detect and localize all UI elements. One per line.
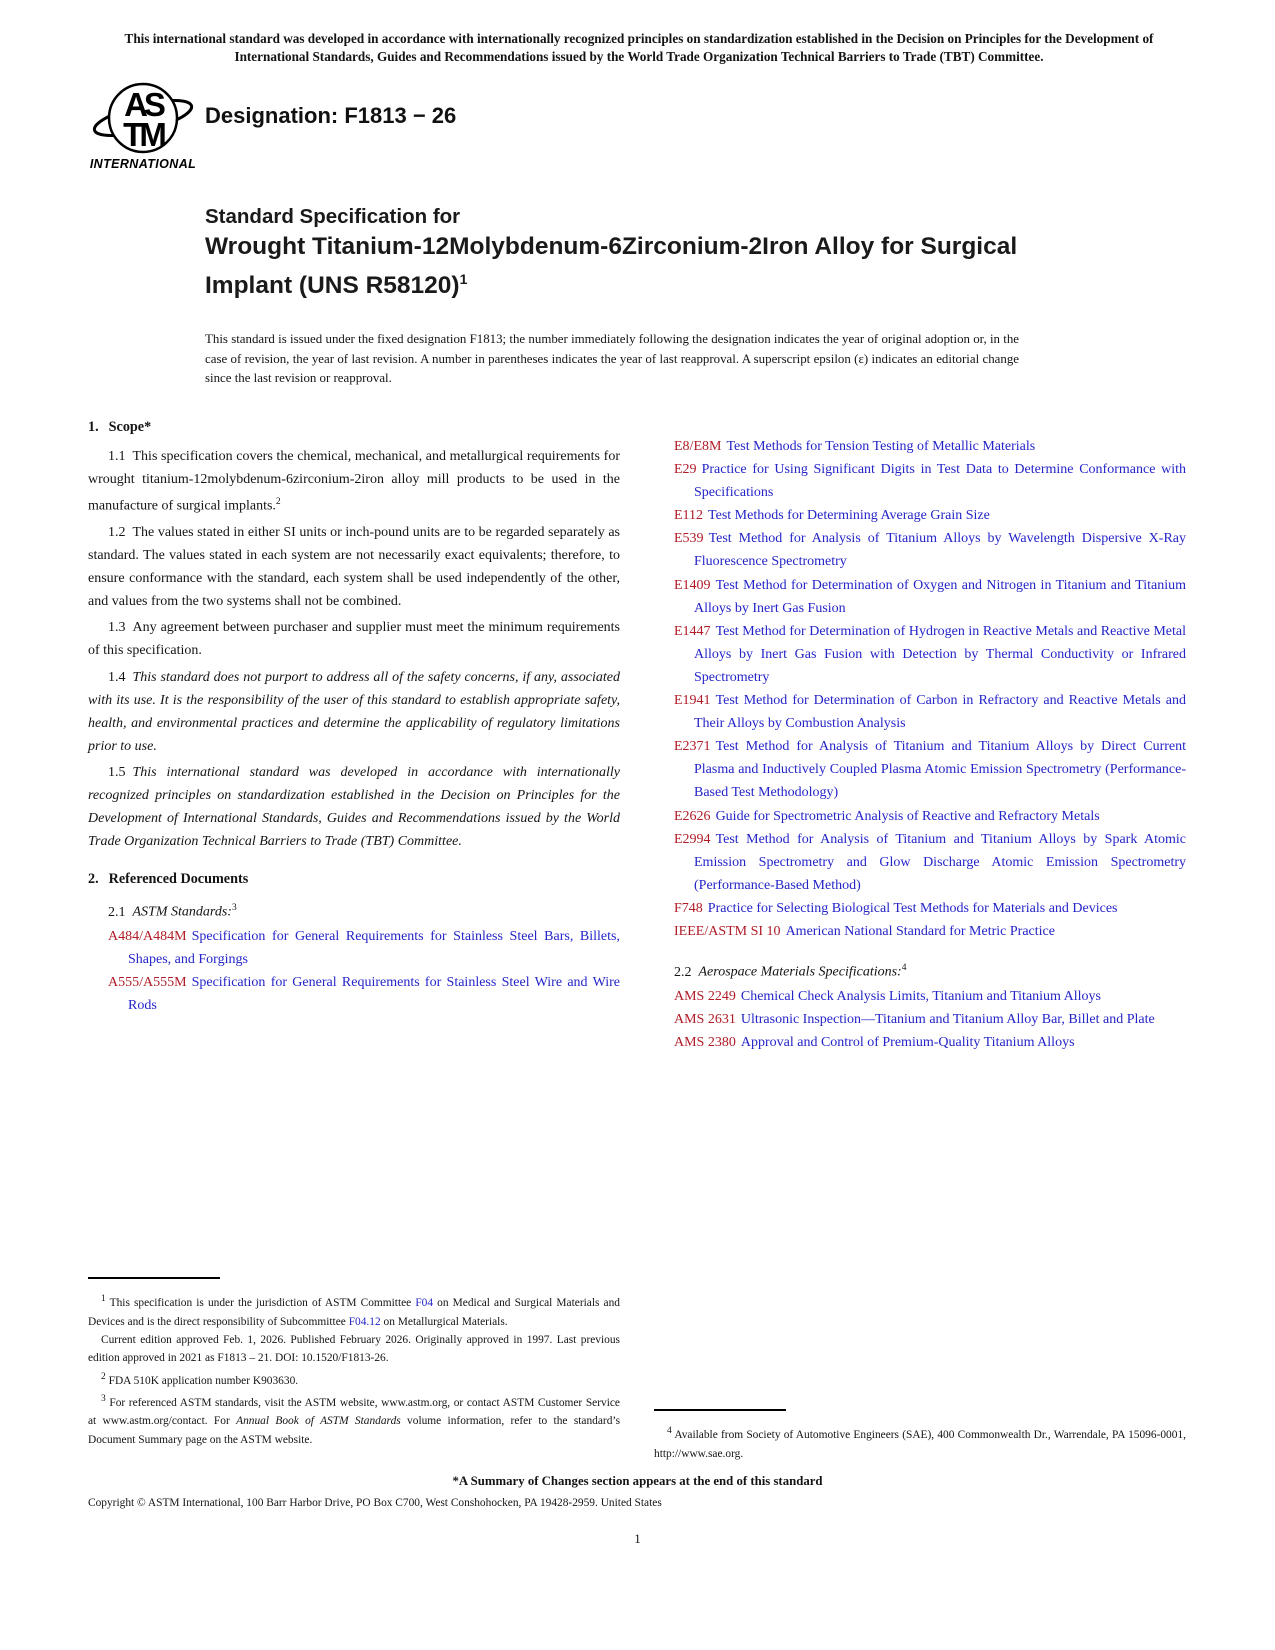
wto-disclaimer: This international standard was developed in accordance with internationally recognized principles on standardization established in the Decision on Principles for the Development of International Standards, Guides and Recommendations issued by the World Trade Organization Technical Barriers to Trade (TBT) Committee. [124, 31, 1154, 64]
title-block [205, 203, 1037, 302]
section-heading-scope: 1. Scope* [88, 419, 152, 435]
ref-title-link[interactable]: Test Method for Analysis of Titanium Alloys by Wavelength Dispersive X-Ray Fluorescence Spectrometry [694, 531, 1186, 570]
reference-item [654, 1031, 1186, 1054]
ref-code-link[interactable]: AMS 2249 [674, 988, 736, 1004]
copyright-line: Copyright © ASTM International, 100 Barr Harbor Drive, PO Box C700, West Conshohocken, PA 19428-2959. United States [88, 1497, 662, 1509]
clause-1-5: 1.5 This international standard was developed in accordance with internationally recognized principles on standardization established in the Decision on Principles for the Development of International Standards, Guides and Recommendations issued by the World Trade Organization Technical Barriers to Trade (TBT) Committee. [88, 764, 620, 850]
reference-item [654, 504, 1186, 527]
ref-code-link[interactable]: E1409 [674, 577, 711, 593]
footnote-rule [88, 1277, 220, 1279]
designation: Designation: F1813 − 26 [205, 103, 457, 128]
reference-item [654, 985, 1186, 1008]
clause-2-2: 2.2 Aerospace Materials Specifications:$^4$ [674, 963, 907, 980]
reference-item [654, 527, 1186, 573]
astm-globe-icon [92, 80, 194, 156]
section-heading-referenced-documents: 2. Referenced Documents [88, 871, 249, 888]
right-column [654, 419, 1186, 1463]
ref-code-link[interactable]: E2626 [674, 808, 711, 824]
footnote-rule [654, 1409, 786, 1411]
title-eyebrow: Standard Specification for [205, 205, 461, 228]
page-number: 1 [634, 1531, 641, 1546]
title-footnote-ref: 1 [459, 271, 468, 287]
reference-item [654, 735, 1186, 804]
ref-title-link[interactable]: Guide for Spectrometric Analysis of Reactive and Refractory Metals [715, 808, 1100, 824]
ref-title-link[interactable]: Chemical Check Analysis Limits, Titanium and Titanium Alloys [740, 988, 1101, 1004]
ref-code-link[interactable]: A555/A555M [108, 975, 187, 991]
reference-item [654, 805, 1186, 828]
ref-code-link[interactable]: E2994 [674, 831, 711, 847]
ref-title-link[interactable]: Practice for Selecting Biological Test Methods for Materials and Devices [707, 900, 1118, 916]
issue-note: This standard is issued under the fixed designation F1813; the number immediately following the designation indicates the year of original adoption or, in the case of revision, the year of last revision. A number in parentheses indicates the year of last reapproval. A superscript epsilon (ε) indicates an editorial change since the last revision or reapproval. [205, 332, 1019, 385]
ref-code-link[interactable]: E1941 [674, 693, 711, 709]
ref-title-link[interactable]: Test Method for Determination of Carbon in Refractory and Reactive Metals and Their Alloys by Combustion Analysis [694, 693, 1186, 732]
reference-item [654, 1008, 1186, 1031]
ref-code-link[interactable]: IEEE/ASTM SI 10 [674, 923, 781, 939]
reference-item [88, 925, 620, 971]
clause-1-2: 1.2 The values stated in either SI units or inch-pound units are to be regarded separately as standard. The values stated in each system are not necessarily exact equivalents; therefore, to ensure conformance with the standard, each system shall be used independently of the other, and values from the two systems shall not be combined. [88, 524, 620, 610]
clause-2-1: 2.1 ASTM Standards:$^3$ [108, 903, 237, 920]
footnote-2: $^2$ FDA 510K application number K903630. [101, 1371, 299, 1387]
footnote-ref-2: 2 [275, 497, 281, 508]
astm-logo [88, 80, 198, 171]
ref-code-link[interactable]: E112 [674, 508, 704, 524]
reference-item [654, 435, 1186, 458]
reference-item [654, 689, 1186, 735]
ref-title-link[interactable]: Approval and Control of Premium-Quality Titanium Alloys [740, 1035, 1075, 1050]
footnote-edition: Current edition approved Feb. 1, 2026. Published February 2026. Originally approved in 1997. Last previous edition approved in 2021 as F1813 – 21. DOI: 10.1520/F1813-26. [88, 1333, 620, 1365]
footnote-ref-4: 4 [901, 963, 907, 974]
footnote-ref-3: 3 [231, 903, 237, 914]
left-footnotes [88, 1277, 620, 1463]
ref-code-link[interactable]: E539 [674, 531, 704, 547]
reference-item [654, 620, 1186, 689]
clause-1-4: 1.4 This standard does not purport to address all of the safety concerns, if any, associated with its use. It is the responsibility of the user of this standard to establish appropriate safety, health, and environmental practices and determine the applicability of regulatory limitations prior to use. [88, 669, 620, 754]
ref-code-link[interactable]: E29 [674, 462, 697, 478]
ref-title-link[interactable]: Ultrasonic Inspection—Titanium and Titanium Alloy Bar, Billet and Plate [740, 1011, 1155, 1027]
ref-title-link[interactable]: Test Method for Analysis of Titanium and Titanium Alloys by Direct Current Plasma and Inductively Coupled Plasma Atomic Emission Spectrometry (Performance-Based Test Methodology) [694, 739, 1186, 801]
ref-code-link[interactable]: AMS 2631 [674, 1011, 736, 1027]
reference-item [654, 574, 1186, 620]
ref-code-link[interactable]: F748 [674, 900, 703, 916]
reference-item [654, 458, 1186, 504]
ref-code-link[interactable]: AMS 2380 [674, 1035, 736, 1050]
reference-item [654, 897, 1186, 920]
summary-of-changes-note: *A Summary of Changes section appears at the end of this standard [452, 1474, 823, 1488]
ref-title-link[interactable]: Specification for General Requirements for Stainless Steel Wire and Wire Rods [128, 975, 620, 1014]
page-title [205, 230, 1037, 302]
ref-code-link[interactable]: E1447 [674, 623, 711, 639]
ref-title-link[interactable]: Test Method for Determination of Hydrogen in Reactive Metals and Reactive Metal Alloys by Inert Gas Fusion with Detection by Thermal Conductivity or Infrared Spectrometry [694, 623, 1186, 685]
ref-title-link[interactable]: Specification for General Requirements for Stainless Steel Bars, Billets, Shapes, and Forgings [128, 929, 620, 968]
title-text: Wrought Titanium-12Molybdenum-6Zirconium-2Iron Alloy for Surgical Implant (UNS R58120) [205, 233, 1018, 300]
clause-1-1: 1.1 This specification covers the chemical, mechanical, and metallurgical requirements for wrought titanium-12molybdenum-6zirconium-2iron alloy mill products to be used in the manufacture of surgical implants.$^2$ [88, 449, 620, 514]
ref-title-link[interactable]: Test Methods for Determining Average Grain Size [708, 508, 990, 524]
ref-title-link[interactable]: Test Methods for Tension Testing of Metallic Materials [726, 439, 1036, 454]
reference-item [88, 971, 620, 1017]
footnote-4: $^4$ Available from Society of Automotive Engineers (SAE), 400 Commonwealth Dr., Warrendale, PA 15096-0001, http://www.sae.org. [654, 1426, 1186, 1460]
footnote-1: $^1$ This specification is under the jurisdiction of ASTM Committee F04 on Medical and Surgical Materials and Devices and is the direct responsibility of Subcommittee F04.12 on Metallurgical Materials. [88, 1294, 620, 1328]
astm-logo-wordmark: INTERNATIONAL [89, 157, 197, 171]
svg-text:TM: TM [123, 116, 163, 153]
reference-item [654, 920, 1186, 943]
ref-code-link[interactable]: E2371 [674, 739, 711, 755]
svg-text:AS: AS [124, 86, 162, 123]
subcommittee-link[interactable]: F04.12 [348, 1315, 381, 1328]
ref-code-link[interactable]: A484/A484M [108, 929, 187, 944]
ref-title-link[interactable]: American National Standard for Metric Practice [785, 923, 1055, 939]
right-footnotes [654, 1409, 1186, 1463]
ref-title-link[interactable]: Test Method for Determination of Oxygen and Nitrogen in Titanium and Titanium Alloys by Inert Gas Fusion [694, 577, 1186, 616]
clause-1-3: 1.3 Any agreement between purchaser and supplier must meet the minimum requirements of this specification. [88, 620, 620, 659]
left-column [88, 419, 620, 1463]
footnote-3: $^3$ For referenced ASTM standards, visit the ASTM website, www.astm.org, or contact ASTM Customer Service at www.astm.org/contact. For Annual Book of ASTM Standards volume information, refer to the standard’s Document Summary page on the ASTM website. [88, 1393, 620, 1446]
reference-item [654, 828, 1186, 897]
ref-code-link[interactable]: E8/E8M [674, 439, 722, 454]
ref-title-link[interactable]: Practice for Using Significant Digits in Test Data to Determine Conformance with Specifications [694, 462, 1186, 501]
committee-link[interactable]: F04 [415, 1297, 434, 1310]
ref-title-link[interactable]: Test Method for Analysis of Titanium and Titanium Alloys by Spark Atomic Emission Spectrometry and Glow Discharge Atomic Emission Spectrometry (Performance-Based Method) [694, 831, 1186, 893]
two-column-body [88, 419, 1186, 1463]
